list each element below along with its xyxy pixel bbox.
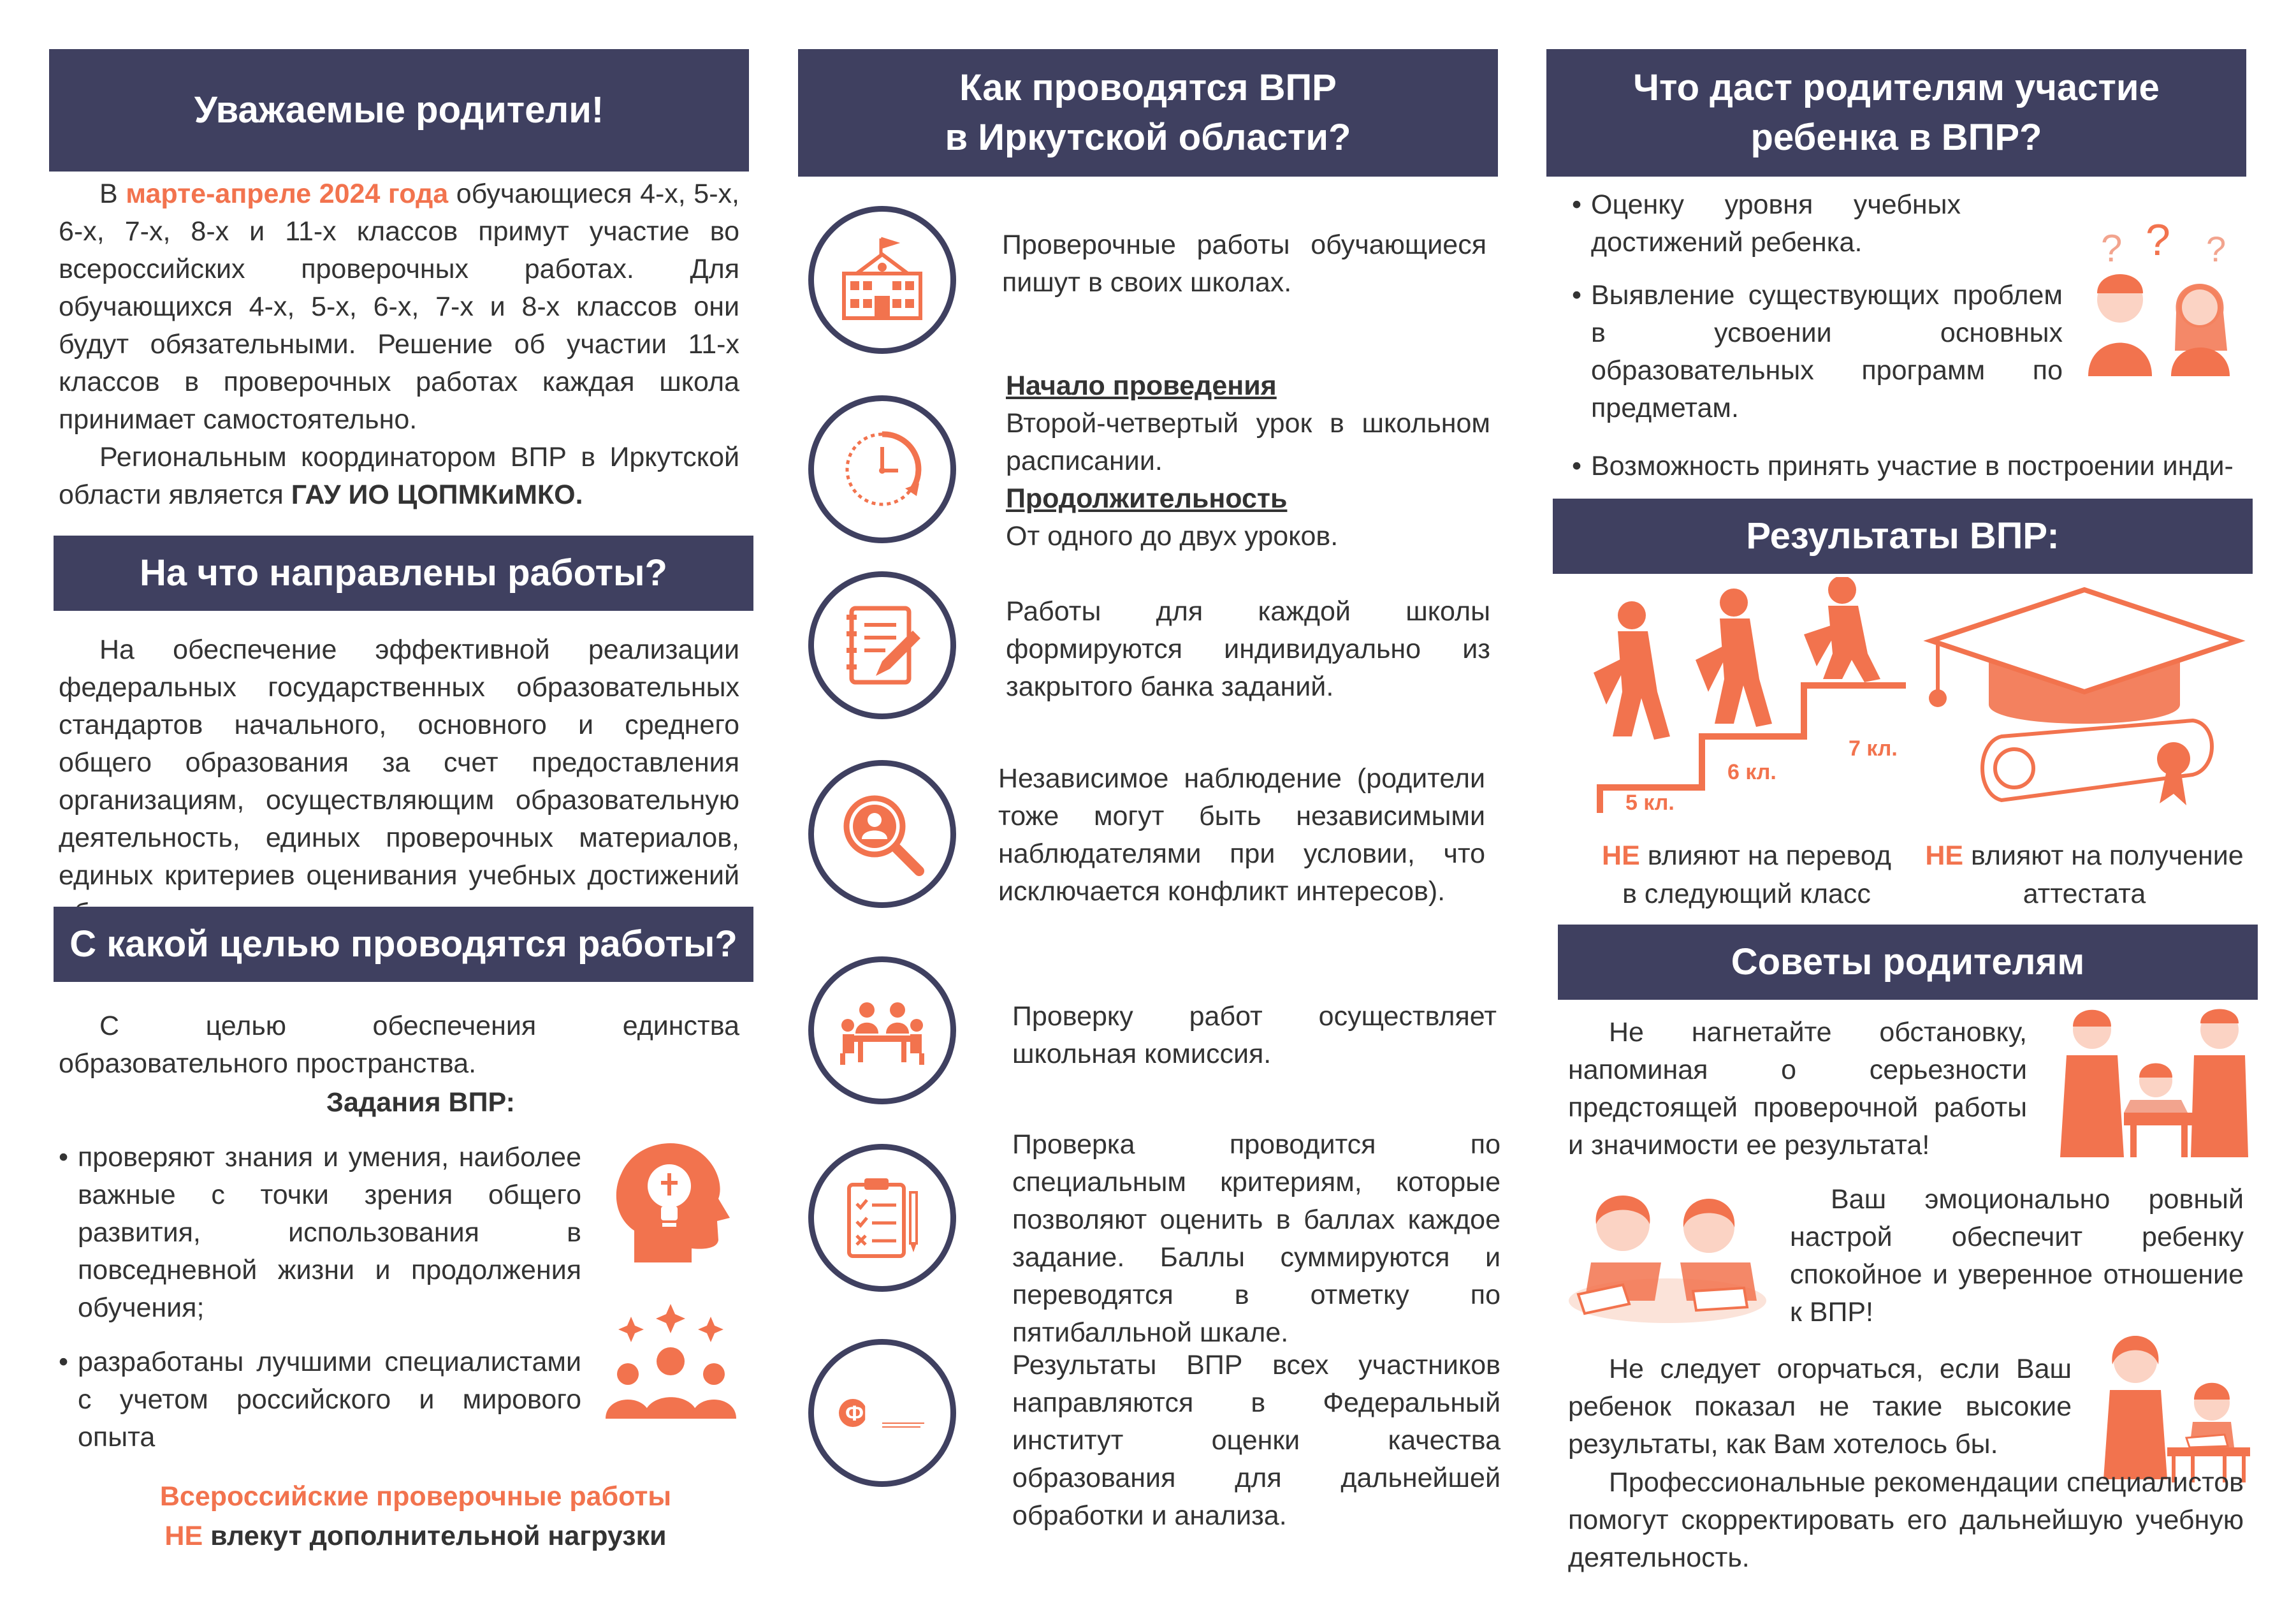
result-2: НЕ влияют на получение аттестата	[1925, 840, 2244, 909]
stressed-family-illustration	[2047, 1004, 2258, 1164]
thinking-parents-illustration	[2063, 223, 2245, 376]
observer-circle	[808, 760, 956, 908]
header-results-text: Результаты ВПР:	[1746, 515, 2060, 557]
benefit-item-2: • Выявление существующих проблем в усвоении основных образовательных программ по предметам.	[1572, 277, 2063, 427]
task-item-1: • проверяют знания и умения, наиболее важные с точки зрения общего развития, использования в повседневной жизни и продолжения обучения;	[59, 1139, 581, 1327]
specialists-icon	[606, 1304, 736, 1422]
svg-text:?: ?	[2206, 229, 2227, 269]
header-how-line1: Как проводятся ВПР	[959, 66, 1337, 108]
footer-note	[59, 1477, 773, 1556]
header-advice-text: Советы родителям	[1731, 940, 2085, 983]
coordinator-name: ГАУ ИО ЦОПМКиМКО.	[291, 479, 583, 510]
commission-icon	[838, 986, 927, 1075]
how-item-6: Проверка проводится по специальным критериям, которые позволяют оценить в баллах каждое задание. Баллы суммируются и переводятся в отметку по пятибалльной шкале.	[1012, 1129, 1500, 1348]
fioko-logo-text: ФИОКО	[845, 1401, 927, 1426]
how-item-1: Проверочные работы обучающиеся пишут в своих школах.	[1002, 230, 1486, 298]
date-highlight: марте-апреле 2024 года	[126, 179, 449, 209]
header-aim	[54, 536, 753, 611]
result-1-ne: НЕ	[1602, 840, 1640, 871]
checklist-icon	[838, 1173, 927, 1262]
intro-paragraph-2: Региональным координатором ВПР в Иркутской области является ГАУ ИО ЦОПМКиМКО.	[59, 442, 739, 510]
graduation-cap-icon	[1919, 583, 2250, 813]
class-steps-illustration	[1587, 577, 1919, 819]
intro-paragraph-1: В марте-апреле 2024 года обучающиеся 4-х, 5-х, 6-х, 7-х, 8-х и 11-х классов примут участие во всероссийских проверочных работах. Для обучающихся 4-х, 5-х, 6-х, 7-х и 8-х классов они будут обязательными. Решение об участии 11-х классов в проверочных работах каждая школа принимает самостоятельно.	[59, 179, 739, 435]
aim-text-block	[59, 631, 739, 932]
result-2-ne: НЕ	[1925, 840, 1964, 871]
footer-line-1: Всероссийские проверочные работы	[159, 1481, 672, 1512]
tasks-list	[59, 1139, 581, 1456]
step-5-label: 5 кл.	[1625, 791, 1675, 815]
advice-1: Не нагнетайте обстановку, напоминая о серьезности предстоящей проверочной работы и значимости ее результата!	[1568, 1017, 2027, 1160]
notebook-circle	[808, 571, 956, 719]
how-item-4: Независимое наблюдение (родители тоже могут быть независимыми наблюдателями при условии, что исключается конфликт интересов).	[998, 763, 1485, 907]
how-item-5: Проверку работ осуществляет школьная комиссия.	[1012, 1001, 1497, 1069]
goal-paragraph: С целью обеспечения единства образовательного пространства.	[59, 1011, 739, 1079]
header-goal	[54, 907, 753, 982]
advice-3: Не следует огорчаться, если Ваш ребенок показал не такие высокие результаты, как Вам хотелось бы.	[1568, 1354, 2072, 1459]
header-aim-text: На что направлены работы?	[140, 552, 667, 594]
header-how-line2: в Иркутской области?	[945, 117, 1351, 158]
step-6-label: 6 кл.	[1727, 760, 1776, 784]
svg-text:?: ?	[2146, 223, 2170, 265]
how-item-2	[1006, 367, 1490, 555]
how-item-7: Результаты ВПР всех участников направляются в Федеральный институт оценки качества образования для дальнейшей обработки и анализа.	[1012, 1350, 1500, 1531]
start-title: Начало проведения	[1006, 370, 1277, 401]
result-1: НЕ влияют на перевод в следующий класс	[1602, 840, 1891, 909]
benefit-item-1: • Оценку уровня учебных достижений ребенка.	[1572, 186, 1961, 261]
header-goal-text: С какой целью проводятся работы?	[69, 923, 737, 965]
idea-head-icon	[609, 1135, 736, 1269]
notebook-icon	[838, 601, 927, 690]
clock-circle	[808, 395, 956, 543]
header-results	[1553, 499, 2253, 574]
advice-2: Ваш эмоционально ровный настрой обеспечит ребенку спокойное и уверенное отношение к ВПР!	[1790, 1184, 2244, 1328]
task-item-2: • разработаны лучшими специалистами с учетом российского и мирового опыта	[59, 1343, 581, 1456]
fioko-circle	[808, 1339, 956, 1487]
header-dear-parents	[49, 49, 749, 172]
checklist-circle	[808, 1144, 956, 1292]
start-text: Второй-четвертый урок в школьном расписании.	[1006, 408, 1490, 476]
benefit-item-3: • Возможность принять участие в построении инди-	[1572, 451, 2234, 481]
magnifier-person-icon	[838, 789, 927, 879]
fioko-logo-icon	[818, 1368, 946, 1458]
intro-text	[59, 175, 739, 514]
advice-4: Профессиональные рекомендации специалистов помогут скорректировать его дальнейшую учебную деятельность.	[1568, 1467, 2244, 1573]
aim-paragraph: На обеспечение эффективной реализации федеральных государственных образовательных стандартов начального, основного и среднего общего образования за счет предоставления организациям, осуществляющим образовательную деятельность, единых проверочных материалов, единых критериев оценивания учебных достижений	[59, 634, 739, 891]
parent-helping-child-illustration	[2091, 1326, 2256, 1486]
footer-line-2: НЕ влекут дополнительной нагрузки	[164, 1521, 667, 1551]
header-benefits	[1546, 49, 2246, 177]
kids-reading-illustration	[1566, 1173, 1769, 1326]
duration-text: От одного до двух уроков.	[1006, 521, 1339, 552]
header-how	[798, 49, 1498, 177]
tasks-title: Задания ВПР:	[326, 1087, 515, 1118]
step-7-label: 7 кл.	[1849, 736, 1898, 761]
header-advice	[1558, 925, 2258, 1000]
header-dear-parents-text: Уважаемые родители!	[194, 89, 604, 131]
header-benefits-line1: Что даст родителям участие	[1633, 66, 2160, 108]
goal-text-block	[59, 1007, 739, 1083]
header-benefits-line2: ребенка в ВПР?	[1750, 117, 2042, 158]
school-circle	[808, 206, 956, 354]
school-icon	[838, 235, 927, 325]
benefits-list	[1572, 186, 2063, 443]
how-item-3: Работы для каждой школы формируются индивидуально из закрытого банка заданий.	[1006, 596, 1490, 702]
duration-title: Продолжительность	[1006, 483, 1288, 514]
svg-text:?: ?	[2101, 227, 2123, 270]
clock-icon	[838, 425, 927, 514]
commission-circle	[808, 956, 956, 1104]
